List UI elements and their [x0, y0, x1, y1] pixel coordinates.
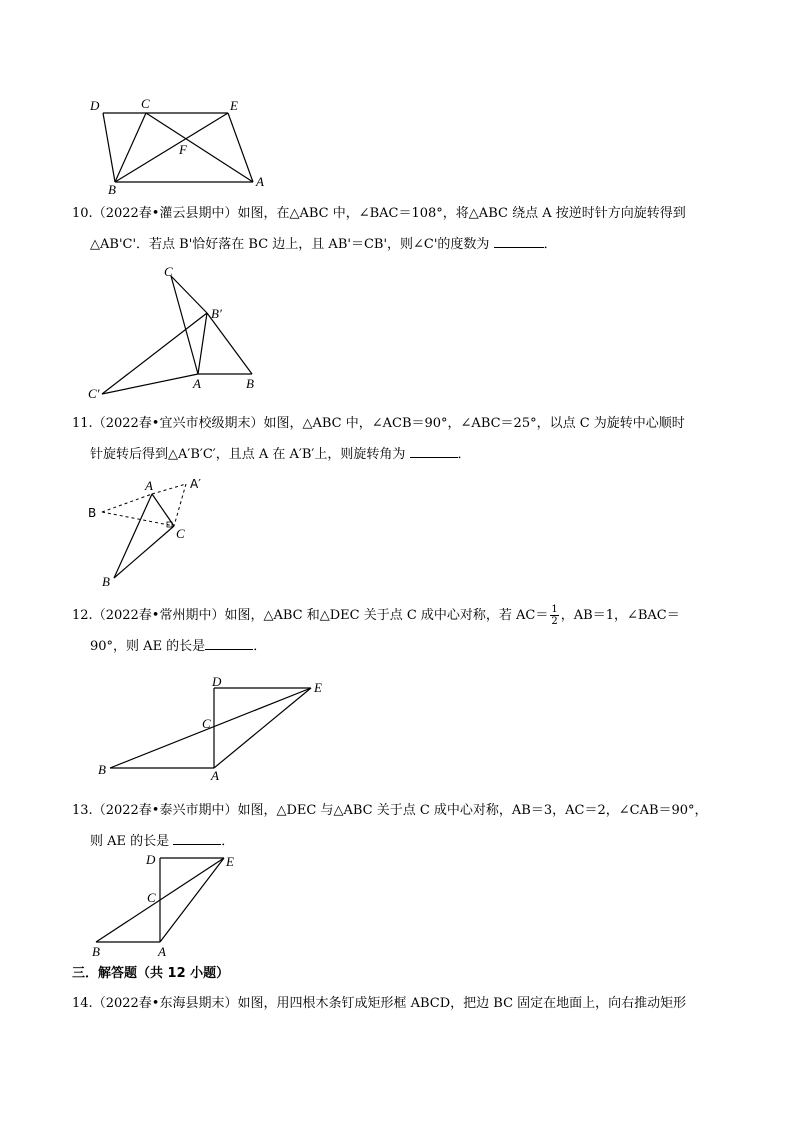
question-text: 如图，△DEC 与△ABC 关于点 C 成中心对称，AB＝3，AC＝2，∠CAB＝90°， — [237, 803, 708, 818]
label-C: C — [176, 526, 185, 541]
question-12 — [72, 600, 746, 662]
label-B: B — [92, 944, 100, 959]
question-number: 14. — [72, 996, 93, 1011]
question-text: 如图，△ABC 和△DEC 关于点 C 成中心对称，若 AC＝ — [224, 608, 549, 623]
label-B: B — [102, 574, 110, 589]
question-number: 11. — [72, 416, 93, 431]
label-E: E — [314, 680, 322, 695]
figure-right-triangle-rotation — [84, 472, 214, 588]
question-source: （2022春•东海县期末） — [92, 996, 238, 1011]
label-C: C — [202, 716, 211, 731]
question-text: 如图，在△ABC 中，∠BAC＝108°，将△ABC 绕点 A 按逆时针方向旋转得到 — [237, 206, 686, 221]
question-text: 如图，用四根木条钉成矩形框 ABCD，把边 BC 固定在地面上，向右推动矩形 — [237, 996, 687, 1011]
question-end: ． — [253, 639, 267, 654]
question-text-continued: 针旋转后得到△A′B′C′，且点 A 在 A′B′上，则旋转角为 — [90, 447, 406, 462]
answer-blank[interactable] — [173, 830, 221, 845]
section-heading-answers: 三．解答题（共 12 小题） — [72, 966, 230, 981]
question-source: （2022春•常州期中） — [92, 608, 225, 623]
figure-rotated-triangle — [84, 262, 274, 401]
fraction-denominator: 2 — [551, 616, 558, 627]
question-text-part2: ，AB＝1，∠BAC＝ — [560, 608, 680, 623]
label-D: D — [146, 852, 156, 867]
question-text: 如图，△ABC 中，∠ACB＝90°，∠ABC＝25°，以点 C 为旋转中心顺时 — [263, 416, 685, 431]
label-A: A — [211, 768, 219, 783]
label-A: A — [193, 376, 201, 391]
label-B: B — [246, 376, 254, 391]
label-A: A — [256, 174, 264, 189]
question-10 — [72, 198, 746, 260]
label-F: F — [179, 142, 187, 157]
fraction-numerator: 1 — [551, 604, 558, 615]
label-B-prime: B — [88, 506, 97, 520]
label-A-prime: A′ — [190, 477, 201, 491]
label-C: C — [147, 890, 156, 905]
question-number: 13. — [72, 803, 93, 818]
figure-central-symmetry-2 — [86, 850, 256, 962]
figure-parallelogram-def — [80, 92, 290, 196]
question-text-continued: △AB'C'．若点 B'恰好落在 BC 边上，且 AB'＝CB'，则∠C'的度数为 — [90, 237, 490, 252]
question-11 — [72, 408, 746, 470]
question-number: 10. — [72, 206, 93, 221]
answer-blank[interactable] — [494, 233, 544, 248]
label-A: A — [145, 478, 153, 493]
question-end: ． — [543, 237, 557, 252]
label-E: E — [226, 854, 234, 869]
label-B-prime: B′ — [211, 306, 222, 321]
question-source: （2022春•泰兴市期中） — [92, 803, 238, 818]
figure-central-symmetry-1 — [92, 672, 342, 784]
question-source: （2022春•宜兴市校级期末） — [92, 416, 264, 431]
question-text-continued: 则 AE 的长是 — [90, 834, 170, 849]
label-C-prime: C′ — [88, 386, 100, 401]
question-13 — [72, 795, 746, 857]
question-source: （2022春•灌云县期中） — [92, 206, 238, 221]
question-number: 12. — [72, 608, 93, 623]
answer-blank[interactable] — [410, 443, 458, 458]
label-D: D — [90, 98, 100, 113]
label-B: B — [98, 762, 106, 777]
label-C: C — [164, 264, 173, 279]
answer-blank[interactable] — [205, 635, 253, 650]
question-end: ． — [221, 834, 235, 849]
label-E: E — [230, 98, 238, 113]
label-B: B — [108, 182, 116, 197]
fraction-one-half — [550, 604, 558, 627]
label-C: C — [141, 96, 150, 111]
question-14 — [72, 988, 746, 1019]
label-A: A — [158, 944, 166, 959]
question-text-continued: 90°，则 AE 的长是 — [90, 639, 206, 654]
question-end: ． — [457, 447, 471, 462]
label-D: D — [212, 674, 222, 689]
